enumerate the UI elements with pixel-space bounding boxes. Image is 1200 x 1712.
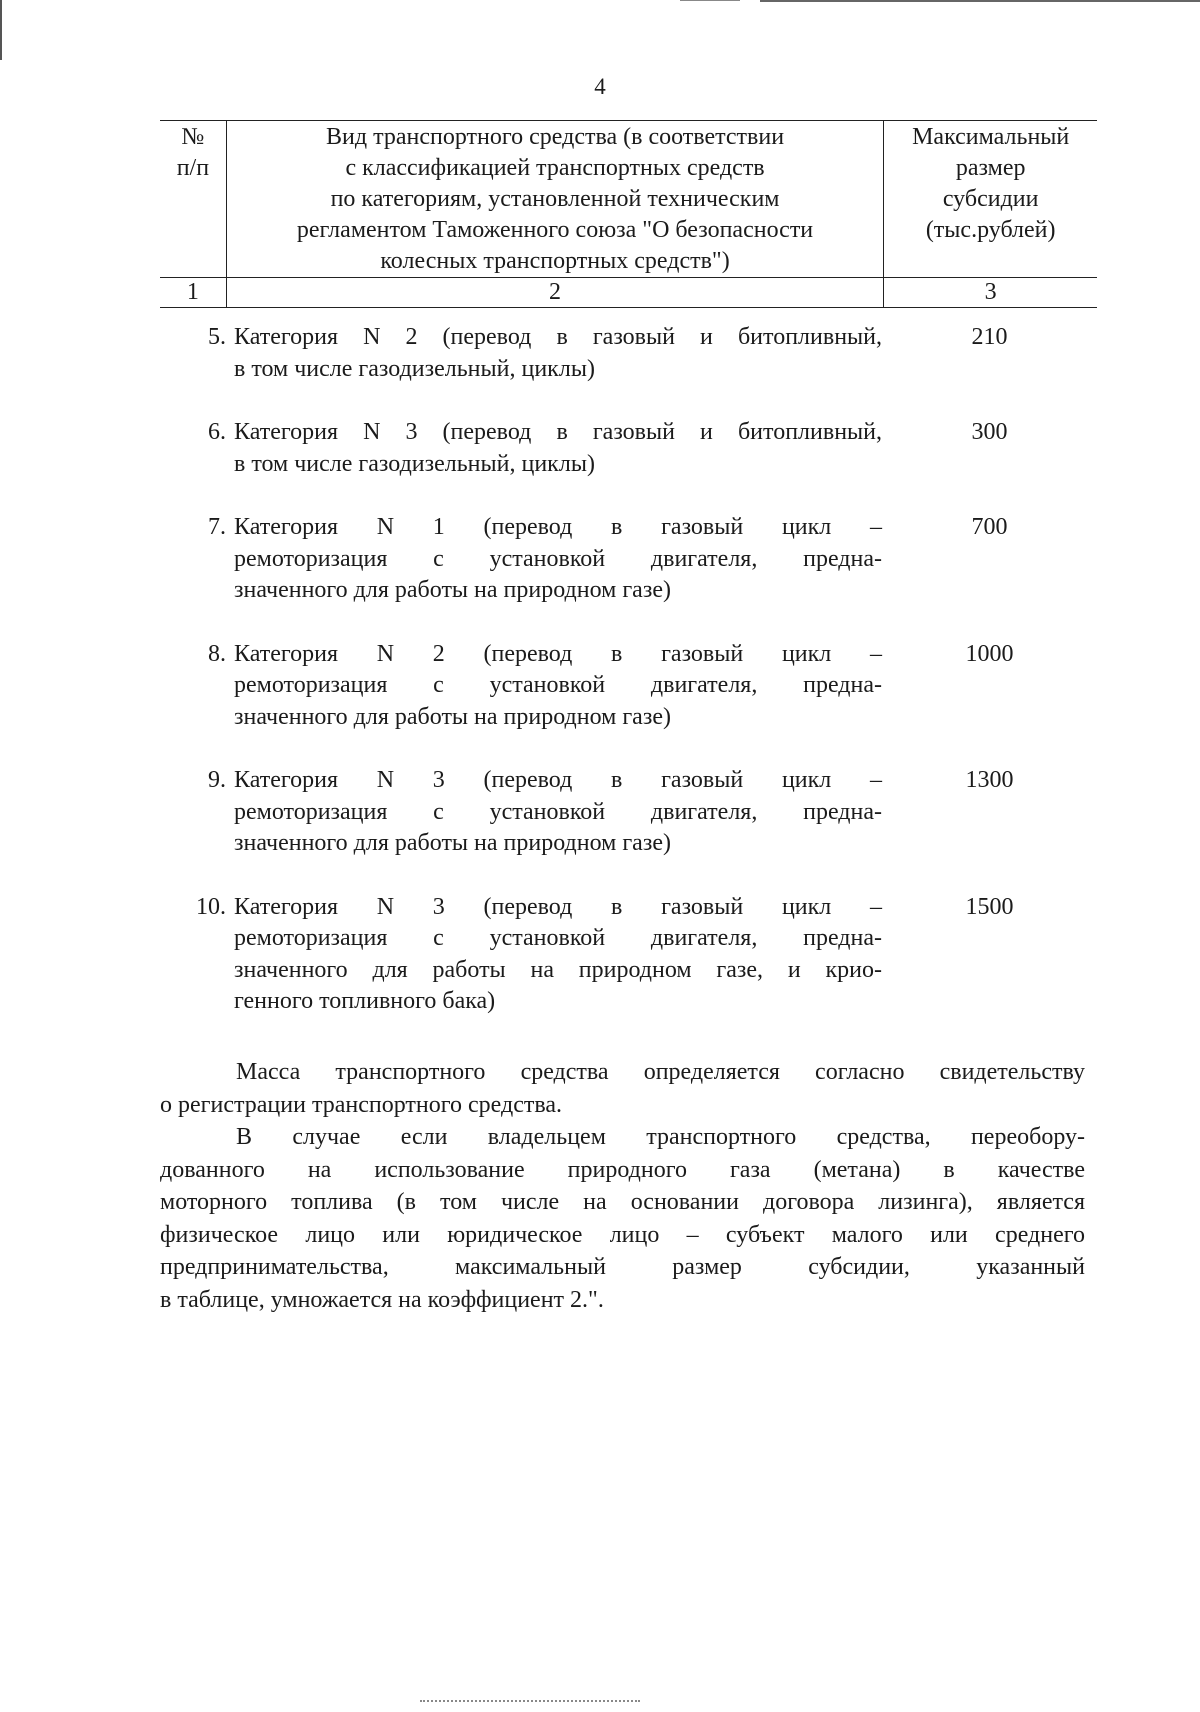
header-col-vehicle-type-line: регламентом Таможенного союза "О безопасности: [296, 217, 814, 243]
header-col-number-line: п/п: [176, 155, 210, 181]
row-description-line: Категория N 3 (перевод в газовый цикл –: [234, 767, 882, 793]
row-number: 7.: [208, 514, 226, 540]
row-description-line: Категория N 2 (перевод в газовый цикл –: [234, 640, 882, 667]
row-number: 5.: [208, 324, 226, 350]
paragraph-line: в таблице, умножается на коэффициент 2.".: [160, 1286, 604, 1313]
row-subsidy-value: 700: [971, 514, 1008, 540]
paragraph-line: моторного топлива (в том числе на основании договора лизинга), является: [160, 1189, 1085, 1215]
row-subsidy-value: 210: [971, 324, 1008, 350]
row-subsidy-value: 1000: [965, 640, 1014, 667]
subsidy-table-body: [160, 322, 1097, 1018]
row-description-line: в том числе газодизельный, циклы): [234, 450, 595, 477]
header-col-vehicle-type: [226, 121, 884, 278]
row-description-line: ремоторизация с установкой двигателя, предна-: [234, 672, 882, 698]
page-edge-top: [760, 0, 1200, 2]
row-description-line: значенного для работы на природном газе): [234, 830, 671, 856]
row-description: [234, 512, 882, 607]
paragraph-line: Масса транспортного средства определяется согласно свидетельству: [236, 1059, 1085, 1085]
row-description-line: ремоторизация с установкой двигателя, предна-: [234, 798, 882, 825]
row-number: 10.: [196, 893, 226, 920]
header-col-max-subsidy-line: размер: [955, 155, 1026, 181]
row-description: [234, 639, 882, 734]
header-col-vehicle-type-line: по категориям, установленной техническим: [330, 186, 780, 212]
column-number-3: 3: [884, 278, 1097, 308]
page-number: 4: [594, 74, 606, 99]
header-col-vehicle-type-line: колесных транспортных средств"): [380, 248, 730, 274]
row-description-line: значенного для работы на природном газе): [234, 577, 671, 603]
column-number-row: [160, 278, 1097, 308]
row-description-line: генного топливного бака): [234, 988, 496, 1014]
row-description: [234, 765, 882, 860]
table-row: [160, 639, 1097, 734]
table-row: [160, 417, 1097, 480]
paragraph-line: физическое лицо или юридическое лицо – субъект малого или среднего: [160, 1221, 1085, 1248]
row-number: 6.: [208, 419, 226, 445]
page-edge-left: [0, 0, 2, 60]
row-number: 9.: [208, 767, 226, 793]
row-description: [234, 892, 882, 1018]
header-col-max-subsidy-line: субсидии: [942, 186, 1039, 212]
header-row: [160, 121, 1097, 278]
row-description-line: Категория N 1 (перевод в газовый цикл –: [234, 514, 882, 540]
row-description-line: значенного для работы на природном газе, и крио-: [234, 956, 882, 983]
row-description-line: Категория N 3 (перевод в газовый и битопливный,: [234, 419, 882, 445]
paragraph-line: предпринимательства, максимальный размер субсидии, указанный: [160, 1254, 1085, 1280]
row-description-line: ремоторизация с установкой двигателя, предна-: [234, 925, 882, 951]
scan-artifact-line: [420, 1700, 640, 1705]
column-number-2: 2: [226, 278, 884, 308]
header-col-max-subsidy-line: (тыс.рублей): [925, 217, 1056, 243]
page-edge-top-short: [680, 0, 740, 1]
header-col-vehicle-type-line: с классификацией транспортных средств: [345, 155, 765, 181]
row-description-line: Категория N 2 (перевод в газовый и битопливный,: [234, 324, 882, 350]
table-row: [160, 322, 1097, 385]
column-number-1: 1: [160, 278, 226, 308]
table-row: [160, 765, 1097, 860]
row-description: [234, 322, 882, 385]
subsidy-table-header: [160, 120, 1097, 308]
header-col-max-subsidy-line: Максимальный: [912, 124, 1070, 150]
header-col-vehicle-type-line: Вид транспортного средства (в соответствии: [326, 124, 785, 150]
paragraph-line: о регистрации транспортного средства.: [160, 1091, 562, 1118]
row-description-line: Категория N 3 (перевод в газовый цикл –: [234, 893, 882, 920]
paragraph-line: дованного на использование природного газа (метана) в качестве: [160, 1156, 1085, 1183]
row-description-line: ремоторизация с установкой двигателя, предна-: [234, 545, 882, 572]
header-col-number-line: №: [181, 124, 205, 150]
row-description: [234, 417, 882, 480]
row-subsidy-value: 1500: [965, 893, 1014, 920]
table-row: [160, 892, 1097, 1018]
row-subsidy-value: 1300: [965, 767, 1014, 793]
row-description-line: в том числе газодизельный, циклы): [234, 355, 595, 382]
header-col-max-subsidy: [884, 121, 1097, 278]
paragraph-line: В случае если владельцем транспортного средства, переобору-: [236, 1124, 1085, 1150]
row-description-line: значенного для работы на природном газе): [234, 703, 671, 730]
table-row: [160, 512, 1097, 607]
header-col-number: [160, 121, 226, 278]
row-subsidy-value: 300: [971, 419, 1008, 445]
row-number: 8.: [208, 640, 226, 667]
closing-paragraphs: [160, 1056, 1085, 1316]
